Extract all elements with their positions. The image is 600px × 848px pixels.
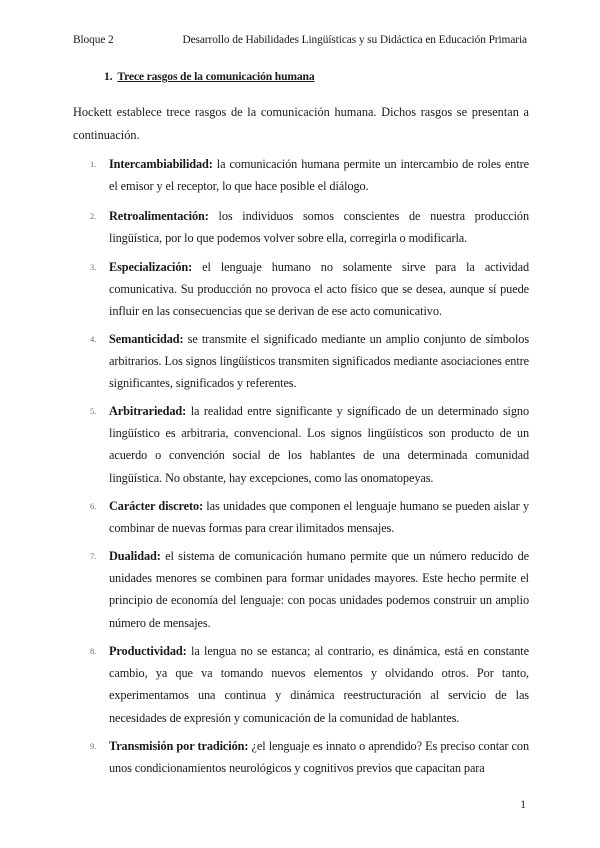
list-item-term: Retroalimentación: <box>109 209 209 223</box>
list-item-text: las unidades que componen el lenguaje humano se pueden aislar y combinar de nuevas formas para crear ilimitados mensajes. <box>109 499 529 536</box>
header-right: Desarrollo de Habilidades Lingüísticas y su Didáctica en Educación Primaria <box>182 34 527 46</box>
list-item-text: la lengua no se estanca; al contrario, es dinámica, está en constante cambio, ya que va tomando nuevos elementos y olvidando otros. Por tanto, experimentamos una continua y dinámica reestructuración al servicio de las necesidades de expresión y comunicación de la comunidad de hablantes. <box>109 644 529 725</box>
list-item <box>90 153 529 197</box>
list-item-text: el lenguaje humano no solamente sirve para la actividad comunicativa. Su producción no provoca el acto físico que se desea, aunque sí puede influir en las consecuencias que se derivan de ese acto comunicativo. <box>109 260 529 319</box>
header-left: Bloque 2 <box>73 34 114 46</box>
list-item-term: Dualidad: <box>109 549 161 563</box>
list-item <box>90 545 529 634</box>
list-item-text: ¿el lenguaje es innato o aprendido? Es preciso contar con unos condicionamientos neurológicos y cognitivos previos que capacitan para <box>109 739 529 776</box>
list-item <box>90 400 529 489</box>
list-item-number: 4. <box>90 334 97 344</box>
intro-paragraph: Hockett establece trece rasgos de la comunicación humana. Dichos rasgos se presentan a continuación. <box>73 105 529 142</box>
list-item-number: 2. <box>90 211 97 221</box>
list-item-number: 5. <box>90 406 97 416</box>
list-item-number: 9. <box>90 741 97 751</box>
list-item-term: Intercambiabilidad: <box>109 157 213 171</box>
page-header <box>73 34 527 46</box>
list-item-number: 8. <box>90 646 97 656</box>
section-title-text: Trece rasgos de la comunicación humana <box>117 70 315 83</box>
list-item-term: Arbitrariedad: <box>109 404 187 418</box>
list-item-text: se transmite el significado mediante un amplio conjunto de símbolos arbitrarios. Los signos lingüísticos transmiten significados mediante asociaciones entre significantes, significados y referentes. <box>109 332 529 391</box>
list-item <box>90 328 529 395</box>
list-item <box>90 735 529 779</box>
list-item-term: Transmisión por tradición: <box>109 739 249 753</box>
list-item-number: 3. <box>90 262 97 272</box>
list-item <box>90 256 529 323</box>
section-title <box>104 70 314 83</box>
list-item-text: el sistema de comunicación humano permite que un número reducido de unidades menores se combinen para formar unidades mayores. Este hecho permite el principio de economía del lenguaje: con pocas unidades podemos construir un amplio número de mensajes. <box>109 549 529 630</box>
list-item <box>90 640 529 729</box>
list-item-term: Carácter discreto: <box>109 499 204 513</box>
section-number: 1. <box>104 70 113 83</box>
list-item-number: 6. <box>90 501 97 511</box>
list-item-text: la comunicación humana permite un intercambio de roles entre el emisor y el receptor, lo que hace posible el diálogo. <box>109 157 529 194</box>
list-item-term: Semanticidad: <box>109 332 184 346</box>
list-item-text: la realidad entre significante y significado de un determinado signo lingüístico es arbitraria, convencional. Los signos lingüísticos son producto de un acuerdo o convención social de los hablantes de una determinada comunidad lingüística. No obstante, hay excepciones, como las onomatopeyas. <box>109 404 529 485</box>
list-item <box>90 205 529 249</box>
page-number: 1 <box>520 799 526 811</box>
list-item-number: 7. <box>90 551 97 561</box>
list-item <box>90 495 529 539</box>
list-item-text: los individuos somos conscientes de nuestra producción lingüística, por lo que podemos volver sobre ella, corregirla o modificarla. <box>109 209 529 246</box>
list-item-term: Productividad: <box>109 644 187 658</box>
list-item-term: Especialización: <box>109 260 193 274</box>
list-item-number: 1. <box>90 159 97 169</box>
